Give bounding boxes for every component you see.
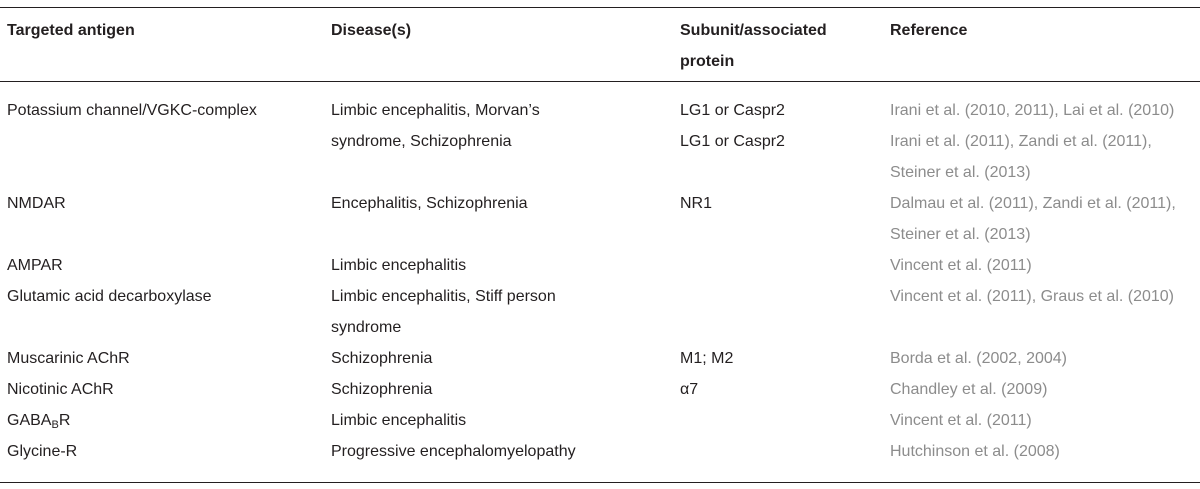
row1-subunit-line1: LG1 or Caspr2 (680, 102, 785, 119)
header-targeted-antigen: Targeted antigen (7, 22, 135, 39)
row1-antigen: Potassium channel/VGKC-complex (7, 102, 257, 119)
row2-ref-line1: Dalmau et al. (2011), Zandi et al. (2011), (890, 195, 1176, 212)
row1-subunit-line2: LG1 or Caspr2 (680, 133, 785, 150)
row6-ref: Chandley et al. (2009) (890, 381, 1048, 398)
row1-ref-line1: Irani et al. (2010, 2011), Lai et al. (2010) (890, 102, 1175, 119)
row5-disease: Schizophrenia (331, 350, 433, 367)
table-top-rule (0, 7, 1200, 8)
row5-antigen: Muscarinic AChR (7, 350, 130, 367)
row3-disease: Limbic encephalitis (331, 257, 467, 274)
row2-subunit: NR1 (680, 195, 713, 212)
table-header-rule (0, 81, 1200, 82)
row4-ref: Vincent et al. (2011), Graus et al. (2010) (890, 288, 1175, 305)
header-diseases: Disease(s) (331, 22, 412, 39)
row2-ref-line2: Steiner et al. (2013) (890, 226, 1031, 243)
row7-antigen-main: GABA (7, 412, 52, 429)
row6-disease: Schizophrenia (331, 381, 433, 398)
header-subunit-line2: protein (680, 53, 735, 70)
row1-ref-line3: Steiner et al. (2013) (890, 164, 1031, 181)
row7-disease: Limbic encephalitis (331, 412, 467, 429)
table-bottom-rule (0, 482, 1200, 483)
row3-antigen: AMPAR (7, 257, 63, 274)
row5-subunit: M1; M2 (680, 350, 734, 367)
row1-ref-line2: Irani et al. (2011), Zandi et al. (2011), (890, 133, 1152, 150)
header-subunit-line1: Subunit/associated (680, 22, 827, 39)
row4-antigen: Glutamic acid decarboxylase (7, 288, 212, 305)
row7-antigen-tail: R (58, 412, 71, 429)
row1-disease-line1: Limbic encephalitis, Morvan’s (331, 102, 540, 119)
row3-ref: Vincent et al. (2011) (890, 257, 1032, 274)
row7-ref: Vincent et al. (2011) (890, 412, 1032, 429)
row7-antigen-subscript: B (51, 419, 59, 431)
row8-antigen: Glycine-R (7, 443, 78, 460)
row1-disease-line2: syndrome, Schizophrenia (331, 133, 512, 150)
row6-subunit: α7 (680, 381, 699, 398)
row6-antigen: Nicotinic AChR (7, 381, 114, 398)
row4-disease-line2: syndrome (331, 319, 402, 336)
row2-disease: Encephalitis, Schizophrenia (331, 195, 528, 212)
row8-ref: Hutchinson et al. (2008) (890, 443, 1060, 460)
header-reference: Reference (890, 22, 968, 39)
row4-disease-line1: Limbic encephalitis, Stiff person (331, 288, 556, 305)
row5-ref: Borda et al. (2002, 2004) (890, 350, 1068, 367)
row8-disease: Progressive encephalomyelopathy (331, 443, 576, 460)
row2-antigen: NMDAR (7, 195, 66, 212)
